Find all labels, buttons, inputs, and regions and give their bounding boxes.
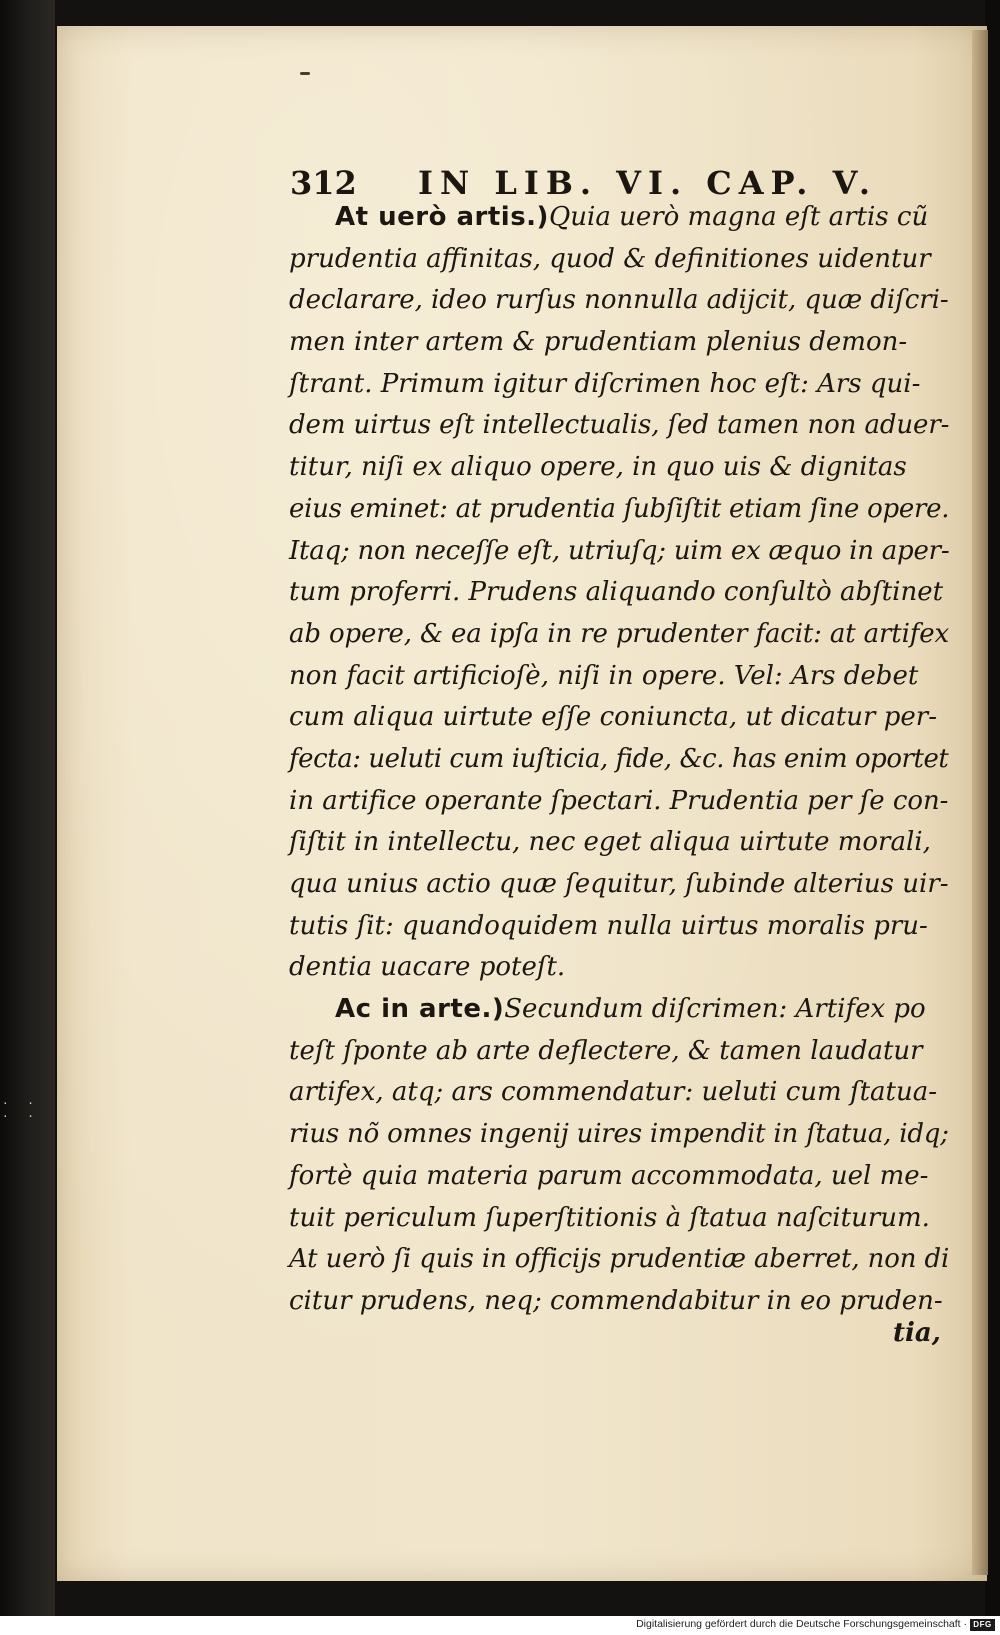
text-line: tuit periculum ſuperſtitionis à ſtatua naſciturum. bbox=[289, 1202, 930, 1233]
text-line: tum proferri. Prudens aliquando conſultò abſtinet bbox=[289, 577, 944, 608]
text-line: eius eminet: at prudentia ſubſiſtit etiam ſine opere. bbox=[289, 493, 950, 524]
text-line: ſiſtit in intellectu, nec eget aliqua uirtute morali, bbox=[289, 827, 931, 858]
ink-smudge bbox=[300, 72, 310, 75]
text-line: At uerò ſi quis in officijs prudentiæ aberret, non di bbox=[289, 1244, 950, 1275]
text-line: dentia uacare poteſt. bbox=[289, 952, 566, 983]
text-line: fortè quia materia parum accommodata, uel me- bbox=[289, 1160, 929, 1191]
text-line: citur prudens, neq; commendabitur in eo pruden- bbox=[289, 1285, 943, 1316]
binding-pin-marks: . . . . bbox=[2, 1094, 40, 1120]
text-line: tutis ſit: quandoquidem nulla uirtus moralis pru- bbox=[289, 910, 928, 941]
text-line: non facit artificioſè, niſi in opere. Vel: Ars debet bbox=[289, 660, 919, 691]
dfg-logo: DFG bbox=[970, 1619, 995, 1631]
text-line: dem uirtus eſt intellectualis, ſed tamen non aduer- bbox=[289, 410, 950, 441]
book-binding-edge bbox=[0, 0, 55, 1616]
text-line: qua unius actio quæ ſequitur, ſubinde alterius uir- bbox=[289, 869, 949, 899]
text-line: men inter artem & prudentiam plenius demon- bbox=[289, 327, 908, 358]
page-right-edge bbox=[972, 30, 988, 1575]
lemma: Ac in arte.) bbox=[335, 994, 505, 1025]
text-line: prudentia affinitas, quod & definitiones uidentur bbox=[289, 243, 931, 274]
text-line: fecta: ueluti cum iuſticia, fide, &c. has enim oportet bbox=[289, 743, 949, 774]
line-text: Quia uerò magna eſt artis cũ bbox=[548, 202, 929, 232]
text-line: ab opere, & ea ipſa in re prudenter facit: at artifex bbox=[289, 618, 949, 649]
text-line: cum aliqua uirtute eſſe coniuncta, ut dicatur per- bbox=[289, 702, 937, 733]
body-text bbox=[289, 197, 949, 1323]
digitization-credit: Digitalisierung gefördert durch die Deutsche Forschungsgemeinschaft · bbox=[636, 1618, 967, 1630]
footer-bar bbox=[0, 1616, 1000, 1635]
text-line: in artifice operante ſpectari. Prudentia per ſe con- bbox=[289, 785, 949, 816]
page-number: 312 bbox=[290, 164, 357, 202]
text-line: declarare, ideo rurſus nonnulla adijcit, quæ diſcri- bbox=[289, 285, 949, 316]
text-line: titur, niſi ex aliquo opere, in quo uis & dignitas bbox=[289, 452, 907, 483]
text-line: ſtrant. Primum igitur diſcrimen hoc eſt: Ars qui- bbox=[289, 368, 921, 399]
lemma: At uerò artis.) bbox=[335, 202, 549, 232]
text-line: teſt ſponte ab arte deflectere, & tamen laudatur bbox=[289, 1035, 923, 1066]
text-line bbox=[289, 197, 949, 239]
text-line bbox=[289, 989, 949, 1031]
catchword: tia, bbox=[893, 1318, 941, 1348]
text-line: Itaq; non neceſſe eſt, utriuſq; uim ex æquo in aper- bbox=[289, 535, 950, 566]
text-line: artifex, atq; ars commendatur: ueluti cum ſtatua- bbox=[289, 1077, 937, 1108]
line-text: Secundum diſcrimen: Artifex po bbox=[504, 994, 926, 1025]
running-head: IN LIB. VI. CAP. V. bbox=[418, 164, 877, 202]
text-line: rius nõ omnes ingenij uires impendit in ſtatua, idq; bbox=[289, 1119, 949, 1150]
